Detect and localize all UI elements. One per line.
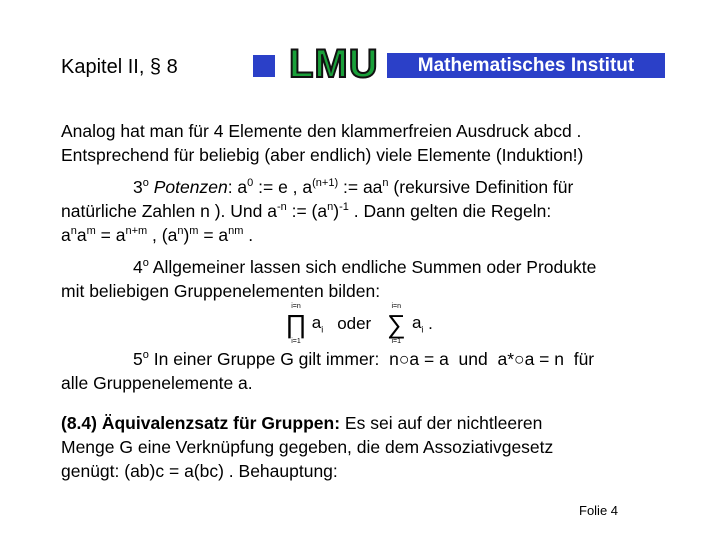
text-line: mit beliebigen Gruppenelementen bilden: [61, 281, 381, 301]
paragraph-neutral: 5$^o$ In einer Gruppe G gilt immer: n○a = a und a*○a = n für [133, 349, 595, 369]
formula-oder: oder [337, 314, 372, 333]
term-potenzen: Potenzen [153, 177, 228, 197]
logo-blue-square [253, 55, 275, 77]
lmu-logo: LMU [289, 42, 379, 86]
paragraph-neutral-cont [61, 371, 676, 395]
text-line: Es sei auf der nichtleeren [340, 413, 543, 433]
chapter-title: Kapitel II, § 8 [61, 56, 178, 78]
text-line: Menge G eine Verknüpfung gegeben, die dem Assoziativgesetz [61, 437, 554, 457]
product-sum-formula [285, 303, 433, 345]
paragraph-theorem [61, 411, 676, 483]
text-line: Analog hat man für 4 Elemente den klammerfreien Ausdruck abcd . [61, 121, 582, 141]
paragraph-analog [61, 119, 676, 167]
formula-dot: . [428, 314, 433, 333]
text-line: a [61, 225, 71, 245]
item-number: 4 [133, 257, 143, 277]
slide-body [61, 119, 676, 303]
paragraph-summen-cont [61, 279, 676, 303]
ordinal-mark: o [142, 349, 149, 362]
text-line: Entsprechend für beliebig (aber endlich) viele Elemente (Induktion!) [61, 145, 584, 165]
product-symbol: i=n ∏ i=1 [285, 303, 307, 345]
formula-term: $a_i$ [307, 313, 324, 335]
paragraph-potenzen: 3$^o$ Potenzen: $a^0$ := e , $a^{(n+1)}$ := $aa^n$ (rekursive Definition für [133, 177, 574, 197]
institute-banner: Mathematisches Institut [387, 53, 665, 78]
text-line: In einer Gruppe G gilt immer: [153, 349, 380, 369]
slide-body-lower [61, 347, 676, 483]
text-line: natürliche Zahlen n ). Und a [61, 201, 277, 221]
slide-number: Folie 4 [579, 503, 619, 518]
paragraph-summen [61, 255, 676, 279]
text-line: genügt: (ab)c = a(bc) . Behauptung: [61, 461, 338, 481]
item-number: 5 [133, 349, 143, 369]
sum-symbol: i=n ∑ i=1 [386, 303, 406, 345]
formula-term: $a_i$ [407, 313, 424, 335]
ordinal-mark: o [142, 177, 149, 190]
text-line: Allgemeiner lassen sich endliche Summen oder Produkte [152, 257, 597, 277]
item-number: 3 [133, 177, 143, 197]
ordinal-mark: o [142, 257, 149, 270]
theorem-title: (8.4) Äquivalenzsatz für Gruppen: [61, 413, 341, 433]
text-line: alle Gruppenelemente a. [61, 373, 253, 393]
paragraph-potenzen-cont: natürliche Zahlen n ). Und $a^{-n}$ := $(a^n)^{-1}$ . Dann gelten die Regeln: $a^na^m = a^{n+m}$ , $(a^n)^m = a^{nm}$ . [61, 201, 552, 245]
